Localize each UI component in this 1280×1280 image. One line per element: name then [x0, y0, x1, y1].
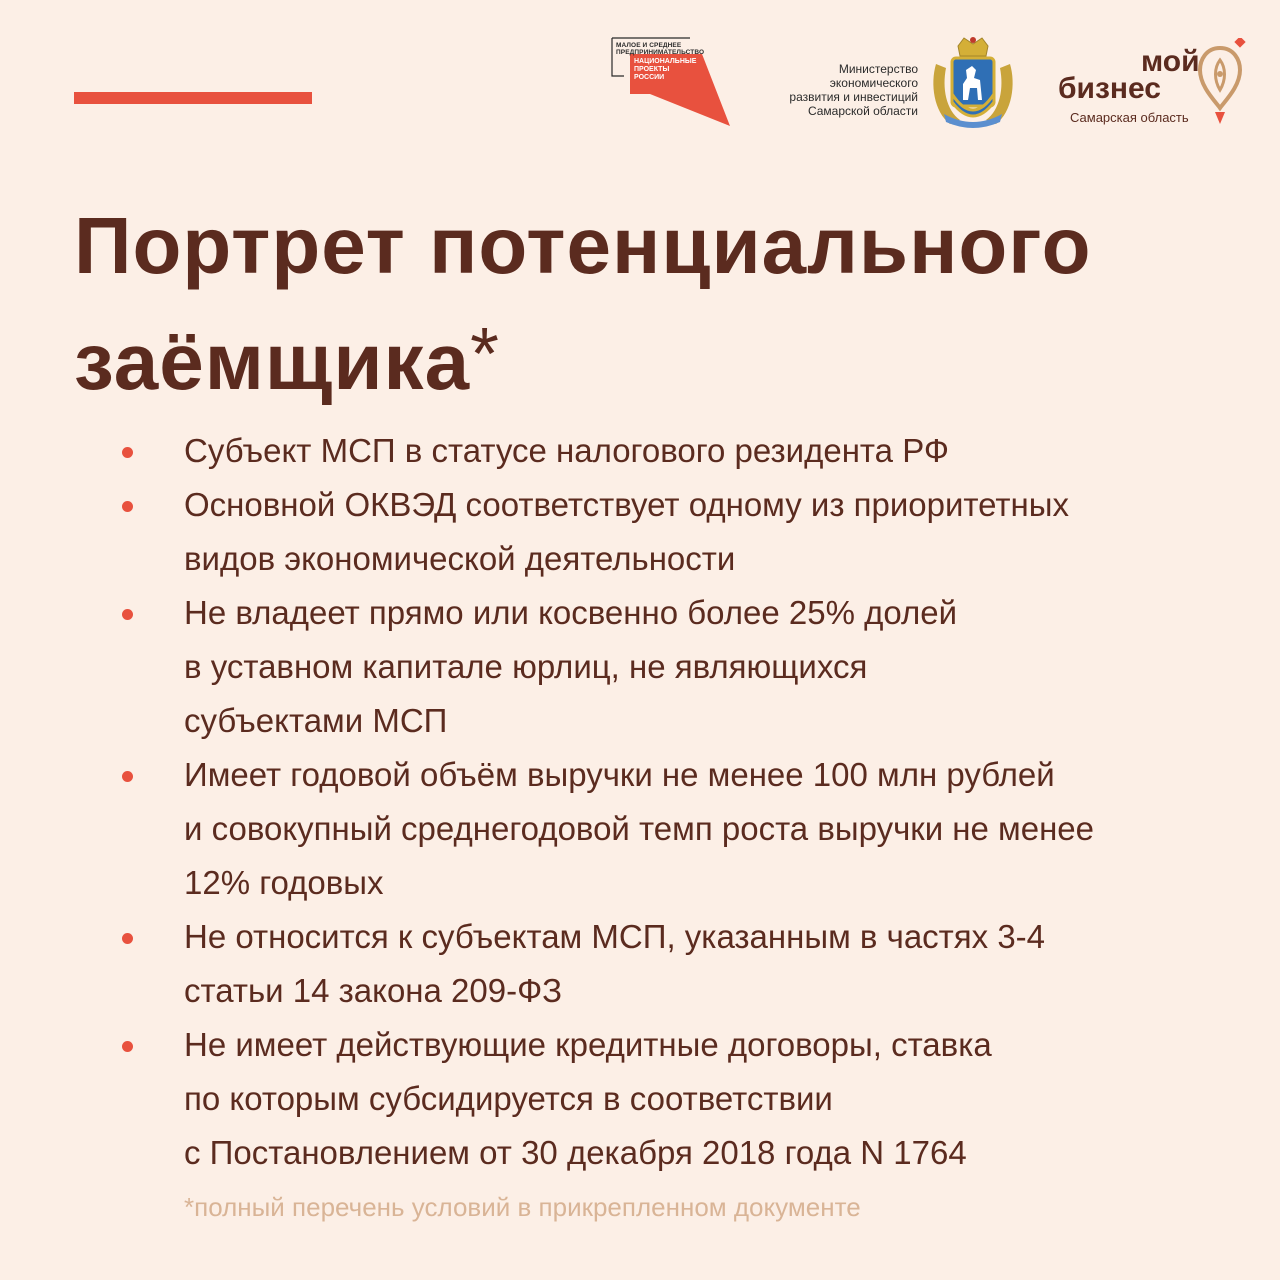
national-projects-red-text: НАЦИОНАЛЬНЫЕ ПРОЕКТЫ РОССИИ: [634, 58, 697, 81]
page-title-line2: [74, 304, 1091, 420]
moy-biznes-logo-line2: бизнес: [1058, 72, 1161, 105]
bullet-icon: [122, 609, 133, 620]
list-item-text: Основной ОКВЭД соответствует одному из приоритетных видов экономической деятельности: [184, 486, 1069, 577]
list-item: [118, 1018, 1228, 1180]
bullet-icon: [122, 933, 133, 944]
location-pin-icon: [1198, 38, 1250, 126]
list-item: [118, 424, 1228, 478]
national-projects-small-text: МАЛОЕ И СРЕДНЕЕ ПРЕДПРИНИМАТЕЛЬСТВО: [616, 42, 705, 56]
accent-bar: [74, 92, 312, 104]
bullet-icon: [122, 771, 133, 782]
list-item: [118, 586, 1228, 748]
moy-biznes-region: Самарская область: [1070, 110, 1189, 125]
moy-biznes-logo-line1: мой: [1141, 45, 1200, 78]
list-item-text: Не имеет действующие кредитные договоры, ставка по которым субсидируется в соответствии с Постановлением от 30 декабря 2018 года N 1764: [184, 1026, 992, 1171]
bullet-icon: [122, 447, 133, 458]
bullet-icon: [122, 1041, 133, 1052]
list-item-text: Имеет годовой объём выручки не менее 100 млн рублей и совокупный среднегодовой темп роста выручки не менее 12% годовых: [184, 756, 1095, 901]
national-projects-logo: [610, 36, 732, 128]
list-item-text: Не относится к субъектам МСП, указанным в частях 3-4 статьи 14 закона 209-ФЗ: [184, 918, 1046, 1009]
footnote: *полный перечень условий в прикрепленном документе: [184, 1192, 861, 1222]
title-asterisk: *: [470, 312, 500, 395]
bullet-icon: [122, 501, 133, 512]
page-title: [74, 188, 1091, 420]
list-item: [118, 478, 1228, 586]
list-item-text: Субъект МСП в статусе налогового резидента РФ: [184, 432, 949, 469]
list-item-text: Не владеет прямо или косвенно более 25% долей в уставном капитале юрлиц, не являющихся субъектами МСП: [184, 594, 958, 739]
ministry-name: Министерство экономического развития и инвестиций Самарской области: [789, 62, 918, 118]
page-title-line2-text: заёмщика: [74, 317, 471, 406]
criteria-list: [118, 424, 1228, 1180]
samara-coat-of-arms-icon: [930, 34, 1016, 130]
page-title-line1: Портрет потенциального: [74, 201, 1092, 290]
list-item: [118, 748, 1228, 910]
list-item: [118, 910, 1228, 1018]
